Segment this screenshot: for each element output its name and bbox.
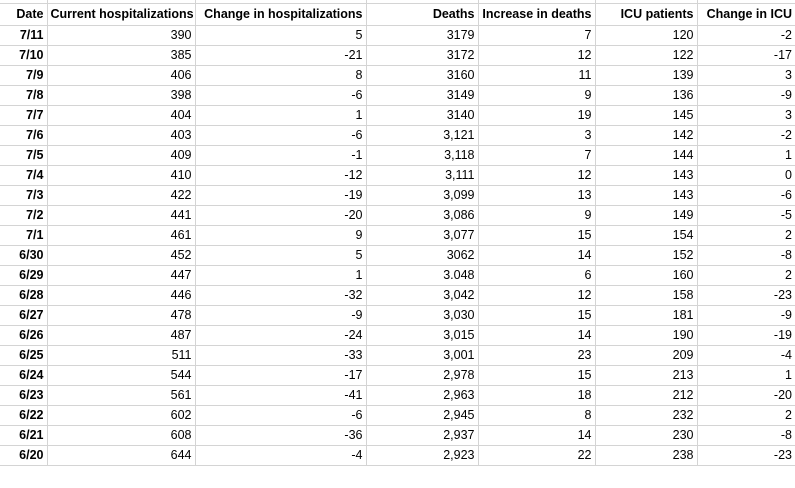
cell-current-hospitalizations[interactable]: 644 bbox=[47, 445, 195, 465]
cell-current-hospitalizations[interactable]: 487 bbox=[47, 325, 195, 345]
cell-icu-patients[interactable]: 136 bbox=[595, 85, 697, 105]
table-row bbox=[0, 305, 795, 325]
cell-icu-patients[interactable]: 152 bbox=[595, 245, 697, 265]
header-row bbox=[0, 3, 795, 25]
cell-increase-in-deaths[interactable]: 15 bbox=[478, 365, 595, 385]
cell-date[interactable]: 6/26 bbox=[0, 325, 47, 345]
cell-increase-in-deaths[interactable]: 19 bbox=[478, 105, 595, 125]
cell-change-in-hospitalizations[interactable]: 9 bbox=[195, 225, 366, 245]
cell-change-in-icu[interactable]: 2 bbox=[697, 405, 795, 425]
cell-increase-in-deaths[interactable]: 8 bbox=[478, 405, 595, 425]
table-row bbox=[0, 165, 795, 185]
cell-date[interactable]: 7/10 bbox=[0, 45, 47, 65]
cell-increase-in-deaths[interactable]: 7 bbox=[478, 145, 595, 165]
cell-deaths[interactable]: 3,086 bbox=[366, 205, 478, 225]
cell-deaths[interactable]: 3,030 bbox=[366, 305, 478, 325]
cell-change-in-hospitalizations[interactable]: 1 bbox=[195, 265, 366, 285]
cell-deaths[interactable]: 3149 bbox=[366, 85, 478, 105]
cell-current-hospitalizations[interactable]: 390 bbox=[47, 25, 195, 45]
cell-date[interactable]: 6/22 bbox=[0, 405, 47, 425]
cell-change-in-hospitalizations[interactable]: 5 bbox=[195, 25, 366, 45]
cell-current-hospitalizations[interactable]: 410 bbox=[47, 165, 195, 185]
cell-change-in-hospitalizations[interactable]: -9 bbox=[195, 305, 366, 325]
column-header-date[interactable]: Date bbox=[0, 3, 47, 25]
cell-deaths[interactable]: 3,042 bbox=[366, 285, 478, 305]
table-row bbox=[0, 85, 795, 105]
cell-increase-in-deaths[interactable]: 12 bbox=[478, 165, 595, 185]
cell-current-hospitalizations[interactable]: 544 bbox=[47, 365, 195, 385]
column-header-change-in-icu[interactable]: Change in ICU bbox=[697, 3, 795, 25]
cell-icu-patients[interactable]: 181 bbox=[595, 305, 697, 325]
cell-change-in-icu[interactable]: 3 bbox=[697, 65, 795, 85]
cell-change-in-hospitalizations[interactable]: -21 bbox=[195, 45, 366, 65]
cell-current-hospitalizations[interactable]: 409 bbox=[47, 145, 195, 165]
cell-change-in-icu[interactable]: 0 bbox=[697, 165, 795, 185]
cell-deaths[interactable]: 3,118 bbox=[366, 145, 478, 165]
cell-change-in-icu[interactable]: -23 bbox=[697, 445, 795, 465]
cell-change-in-icu[interactable]: -8 bbox=[697, 245, 795, 265]
cell-date[interactable]: 7/2 bbox=[0, 205, 47, 225]
cell-deaths[interactable]: 2,923 bbox=[366, 445, 478, 465]
cell-increase-in-deaths[interactable]: 23 bbox=[478, 345, 595, 365]
cell-change-in-icu[interactable]: 2 bbox=[697, 265, 795, 285]
cell-increase-in-deaths[interactable]: 14 bbox=[478, 325, 595, 345]
table-row bbox=[0, 65, 795, 85]
cell-date[interactable]: 7/4 bbox=[0, 165, 47, 185]
cell-current-hospitalizations[interactable]: 441 bbox=[47, 205, 195, 225]
cell-change-in-icu[interactable]: -5 bbox=[697, 205, 795, 225]
cell-deaths[interactable]: 3,015 bbox=[366, 325, 478, 345]
cell-change-in-hospitalizations[interactable]: -6 bbox=[195, 405, 366, 425]
cell-deaths[interactable]: 3,001 bbox=[366, 345, 478, 365]
cell-date[interactable]: 7/9 bbox=[0, 65, 47, 85]
cell-change-in-icu[interactable]: -23 bbox=[697, 285, 795, 305]
cell-increase-in-deaths[interactable]: 13 bbox=[478, 185, 595, 205]
cell-icu-patients[interactable]: 139 bbox=[595, 65, 697, 85]
cell-change-in-hospitalizations[interactable]: -33 bbox=[195, 345, 366, 365]
cell-current-hospitalizations[interactable]: 446 bbox=[47, 285, 195, 305]
cell-change-in-icu[interactable]: -6 bbox=[697, 185, 795, 205]
cell-current-hospitalizations[interactable]: 385 bbox=[47, 45, 195, 65]
table-body bbox=[0, 25, 795, 465]
cell-icu-patients[interactable]: 145 bbox=[595, 105, 697, 125]
table-row bbox=[0, 105, 795, 125]
cell-current-hospitalizations[interactable]: 602 bbox=[47, 405, 195, 425]
cell-icu-patients[interactable]: 144 bbox=[595, 145, 697, 165]
cell-increase-in-deaths[interactable]: 14 bbox=[478, 245, 595, 265]
cell-date[interactable]: 7/5 bbox=[0, 145, 47, 165]
cell-date[interactable]: 6/28 bbox=[0, 285, 47, 305]
cell-icu-patients[interactable]: 143 bbox=[595, 165, 697, 185]
cell-increase-in-deaths[interactable]: 15 bbox=[478, 225, 595, 245]
cell-current-hospitalizations[interactable]: 403 bbox=[47, 125, 195, 145]
cell-date[interactable]: 7/7 bbox=[0, 105, 47, 125]
cell-icu-patients[interactable]: 158 bbox=[595, 285, 697, 305]
table-row bbox=[0, 325, 795, 345]
cell-current-hospitalizations[interactable]: 398 bbox=[47, 85, 195, 105]
cell-change-in-icu[interactable]: -2 bbox=[697, 125, 795, 145]
cell-icu-patients[interactable]: 238 bbox=[595, 445, 697, 465]
cell-increase-in-deaths[interactable]: 6 bbox=[478, 265, 595, 285]
cell-change-in-icu[interactable]: 3 bbox=[697, 105, 795, 125]
cell-increase-in-deaths[interactable]: 9 bbox=[478, 205, 595, 225]
cell-date[interactable]: 6/25 bbox=[0, 345, 47, 365]
table-row bbox=[0, 445, 795, 465]
cell-change-in-icu[interactable]: -4 bbox=[697, 345, 795, 365]
cell-increase-in-deaths[interactable]: 12 bbox=[478, 285, 595, 305]
cell-change-in-hospitalizations[interactable]: -20 bbox=[195, 205, 366, 225]
cell-change-in-hospitalizations[interactable]: -24 bbox=[195, 325, 366, 345]
column-header-increase-in-deaths[interactable]: Increase in deaths bbox=[478, 3, 595, 25]
table-row bbox=[0, 205, 795, 225]
cell-change-in-hospitalizations[interactable]: -36 bbox=[195, 425, 366, 445]
cell-date[interactable]: 6/20 bbox=[0, 445, 47, 465]
cell-date[interactable]: 6/29 bbox=[0, 265, 47, 285]
cell-icu-patients[interactable]: 232 bbox=[595, 405, 697, 425]
cell-increase-in-deaths[interactable]: 7 bbox=[478, 25, 595, 45]
cell-icu-patients[interactable]: 120 bbox=[595, 25, 697, 45]
cell-deaths[interactable]: 3,099 bbox=[366, 185, 478, 205]
cell-icu-patients[interactable]: 230 bbox=[595, 425, 697, 445]
cell-current-hospitalizations[interactable]: 406 bbox=[47, 65, 195, 85]
cell-change-in-hospitalizations[interactable]: 5 bbox=[195, 245, 366, 265]
cell-deaths[interactable]: 3,111 bbox=[366, 165, 478, 185]
column-header-current-hospitalizations[interactable]: Current hospitalizations bbox=[47, 3, 195, 25]
cell-date[interactable]: 6/23 bbox=[0, 385, 47, 405]
cell-current-hospitalizations[interactable]: 608 bbox=[47, 425, 195, 445]
table-row bbox=[0, 245, 795, 265]
cell-increase-in-deaths[interactable]: 14 bbox=[478, 425, 595, 445]
cell-icu-patients[interactable]: 142 bbox=[595, 125, 697, 145]
cell-current-hospitalizations[interactable]: 404 bbox=[47, 105, 195, 125]
table-row bbox=[0, 25, 795, 45]
cell-deaths[interactable]: 2,963 bbox=[366, 385, 478, 405]
cell-date[interactable]: 6/24 bbox=[0, 365, 47, 385]
cell-deaths[interactable]: 2,945 bbox=[366, 405, 478, 425]
cell-deaths[interactable]: 2,937 bbox=[366, 425, 478, 445]
cell-current-hospitalizations[interactable]: 447 bbox=[47, 265, 195, 285]
cell-change-in-icu[interactable]: -19 bbox=[697, 325, 795, 345]
cell-icu-patients[interactable]: 213 bbox=[595, 365, 697, 385]
cell-current-hospitalizations[interactable]: 452 bbox=[47, 245, 195, 265]
cell-change-in-hospitalizations[interactable]: 1 bbox=[195, 105, 366, 125]
cell-increase-in-deaths[interactable]: 11 bbox=[478, 65, 595, 85]
cell-date[interactable]: 7/3 bbox=[0, 185, 47, 205]
cell-icu-patients[interactable]: 212 bbox=[595, 385, 697, 405]
column-header-icu-patients[interactable]: ICU patients bbox=[595, 3, 697, 25]
cell-icu-patients[interactable]: 154 bbox=[595, 225, 697, 245]
cell-change-in-hospitalizations[interactable]: -6 bbox=[195, 125, 366, 145]
table-row bbox=[0, 365, 795, 385]
table-row bbox=[0, 345, 795, 365]
cell-deaths[interactable]: 3179 bbox=[366, 25, 478, 45]
cell-deaths[interactable]: 3172 bbox=[366, 45, 478, 65]
cell-deaths[interactable]: 3,077 bbox=[366, 225, 478, 245]
column-header-deaths[interactable]: Deaths bbox=[366, 3, 478, 25]
cell-increase-in-deaths[interactable]: 22 bbox=[478, 445, 595, 465]
cell-increase-in-deaths[interactable]: 3 bbox=[478, 125, 595, 145]
cell-deaths[interactable]: 3062 bbox=[366, 245, 478, 265]
table-row bbox=[0, 425, 795, 445]
cell-change-in-hospitalizations[interactable]: 8 bbox=[195, 65, 366, 85]
cell-change-in-hospitalizations[interactable]: -1 bbox=[195, 145, 366, 165]
cell-date[interactable]: 7/11 bbox=[0, 25, 47, 45]
cell-change-in-hospitalizations[interactable]: -6 bbox=[195, 85, 366, 105]
table-row bbox=[0, 45, 795, 65]
cell-deaths[interactable]: 3.048 bbox=[366, 265, 478, 285]
cell-icu-patients[interactable]: 209 bbox=[595, 345, 697, 365]
cell-change-in-icu[interactable]: -9 bbox=[697, 85, 795, 105]
cell-deaths[interactable]: 3160 bbox=[366, 65, 478, 85]
column-header-change-in-hospitalizations[interactable]: Change in hospitalizations bbox=[195, 3, 366, 25]
cell-change-in-icu[interactable]: -17 bbox=[697, 45, 795, 65]
table-row bbox=[0, 125, 795, 145]
cell-current-hospitalizations[interactable]: 511 bbox=[47, 345, 195, 365]
cell-change-in-icu[interactable]: -8 bbox=[697, 425, 795, 445]
table-row bbox=[0, 385, 795, 405]
cell-icu-patients[interactable]: 149 bbox=[595, 205, 697, 225]
table-row bbox=[0, 185, 795, 205]
cell-change-in-hospitalizations[interactable]: -19 bbox=[195, 185, 366, 205]
cell-change-in-hospitalizations[interactable]: -32 bbox=[195, 285, 366, 305]
cell-date[interactable]: 7/8 bbox=[0, 85, 47, 105]
table-row bbox=[0, 405, 795, 425]
cell-date[interactable]: 7/6 bbox=[0, 125, 47, 145]
table-row bbox=[0, 285, 795, 305]
cell-change-in-hospitalizations[interactable]: -41 bbox=[195, 385, 366, 405]
cell-date[interactable]: 6/21 bbox=[0, 425, 47, 445]
cell-change-in-hospitalizations[interactable]: -17 bbox=[195, 365, 366, 385]
cell-change-in-icu[interactable]: 1 bbox=[697, 365, 795, 385]
cell-icu-patients[interactable]: 122 bbox=[595, 45, 697, 65]
cell-change-in-hospitalizations[interactable]: -12 bbox=[195, 165, 366, 185]
cell-icu-patients[interactable]: 143 bbox=[595, 185, 697, 205]
cell-change-in-icu[interactable]: 1 bbox=[697, 145, 795, 165]
cell-increase-in-deaths[interactable]: 12 bbox=[478, 45, 595, 65]
cell-current-hospitalizations[interactable]: 561 bbox=[47, 385, 195, 405]
cell-change-in-icu[interactable]: -9 bbox=[697, 305, 795, 325]
cell-increase-in-deaths[interactable]: 9 bbox=[478, 85, 595, 105]
table-row bbox=[0, 225, 795, 245]
cell-current-hospitalizations[interactable]: 478 bbox=[47, 305, 195, 325]
cell-increase-in-deaths[interactable]: 15 bbox=[478, 305, 595, 325]
cell-change-in-icu[interactable]: -2 bbox=[697, 25, 795, 45]
cell-deaths[interactable]: 3,121 bbox=[366, 125, 478, 145]
table-row bbox=[0, 265, 795, 285]
cell-date[interactable]: 6/30 bbox=[0, 245, 47, 265]
cell-current-hospitalizations[interactable]: 461 bbox=[47, 225, 195, 245]
cell-change-in-icu[interactable]: 2 bbox=[697, 225, 795, 245]
cell-date[interactable]: 6/27 bbox=[0, 305, 47, 325]
cell-increase-in-deaths[interactable]: 18 bbox=[478, 385, 595, 405]
cell-deaths[interactable]: 2,978 bbox=[366, 365, 478, 385]
cell-current-hospitalizations[interactable]: 422 bbox=[47, 185, 195, 205]
cell-icu-patients[interactable]: 190 bbox=[595, 325, 697, 345]
table-row bbox=[0, 145, 795, 165]
cell-change-in-icu[interactable]: -20 bbox=[697, 385, 795, 405]
cell-change-in-hospitalizations[interactable]: -4 bbox=[195, 445, 366, 465]
cell-deaths[interactable]: 3140 bbox=[366, 105, 478, 125]
cell-icu-patients[interactable]: 160 bbox=[595, 265, 697, 285]
cell-date[interactable]: 7/1 bbox=[0, 225, 47, 245]
